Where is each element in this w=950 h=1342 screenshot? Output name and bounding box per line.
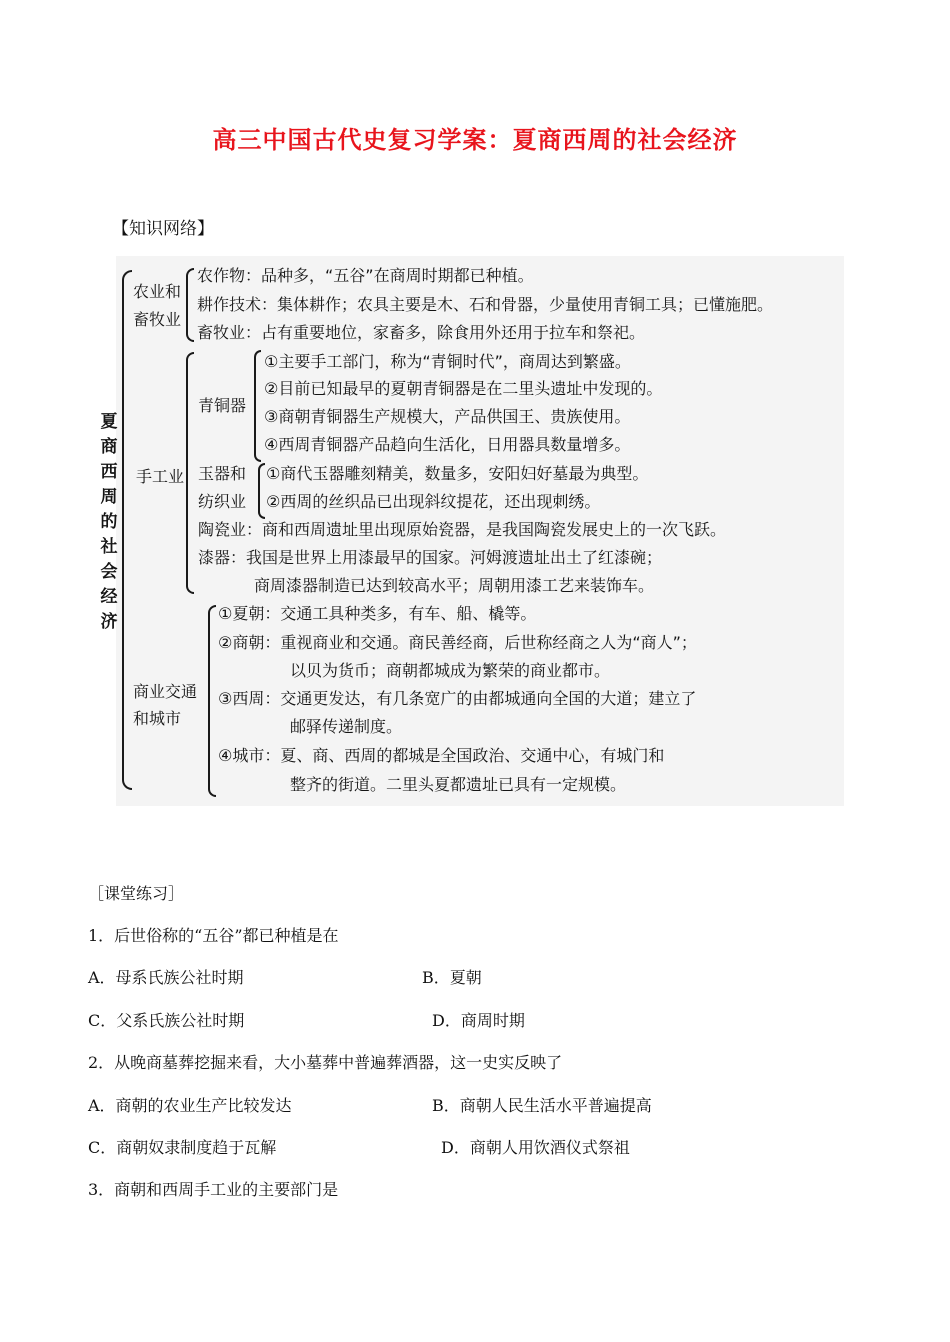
trade-label: 商业交通 xyxy=(133,682,198,701)
pottery-item: 陶瓷业：商和西周遗址里出现原始瓷器，是我国陶瓷发展史上的一次飞跃。 xyxy=(198,520,727,539)
jade-label: 玉器和 xyxy=(198,464,247,483)
question-1: 1．后世俗称的“五谷”都已种植是在 xyxy=(88,926,339,945)
trade-item: 以贝为货币；商朝都城成为繁荣的商业都市。 xyxy=(290,661,611,680)
lacquer-item: 商周漆器制造已达到较高水平；周朝用漆工艺来装饰车。 xyxy=(254,576,655,595)
root-char: 会 xyxy=(100,562,118,582)
q1-option-a: A．母系氏族公社时期 xyxy=(88,968,244,987)
agri-item: 农作物：品种多，“五谷”在商周时期都已种植。 xyxy=(197,266,534,285)
bronze-item: ④西周青铜器产品趋向生活化，日用器具数量增多。 xyxy=(264,435,631,454)
agri-item: 畜牧业：占有重要地位，家畜多，除食用外还用于拉车和祭祀。 xyxy=(197,323,646,342)
question-3: 3．商朝和西周手工业的主要部门是 xyxy=(88,1180,339,1199)
agri-label: 农业和 xyxy=(133,282,182,301)
trade-item: 邮驿传递制度。 xyxy=(290,717,403,736)
q1-option-b: B．夏朝 xyxy=(422,968,482,987)
trade-item: ②商朝：重视商业和交通。商民善经商，后世称经商之人为“商人”； xyxy=(218,633,697,652)
root-char: 的 xyxy=(100,512,118,532)
root-char: 经 xyxy=(100,587,118,607)
agri-item: 耕作技术：集体耕作；农具主要是木、石和骨器，少量使用青铜工具；已懂施肥。 xyxy=(197,295,774,314)
lacquer-item: 漆器：我国是世界上用漆最早的国家。河姆渡遗址出土了红漆碗； xyxy=(198,548,663,567)
root-char: 商 xyxy=(100,437,118,457)
main-bracket xyxy=(122,270,132,790)
q2-option-d: D．商朝人用饮酒仪式祭祖 xyxy=(441,1138,630,1157)
agri-bracket xyxy=(186,268,194,342)
jade-label: 纺织业 xyxy=(198,492,247,511)
root-char: 社 xyxy=(100,537,118,557)
q2-option-c: C．商朝奴隶制度趋于瓦解 xyxy=(88,1138,277,1157)
trade-item: ①夏朝：交通工具种类多，有车、船、橇等。 xyxy=(218,604,537,623)
trade-item: ④城市：夏、商、西周的都城是全国政治、交通中心，有城门和 xyxy=(218,746,665,765)
root-char: 济 xyxy=(100,612,118,632)
bronze-item: ③商朝青铜器生产规模大，产品供国王、贵族使用。 xyxy=(264,407,631,426)
question-2: 2．从晚商墓葬挖掘来看，大小墓葬中普遍葬酒器，这一史实反映了 xyxy=(88,1053,563,1072)
root-char: 西 xyxy=(100,462,118,482)
page-title: 高三中国古代史复习学案：夏商西周的社会经济 xyxy=(212,126,738,154)
trade-label: 和城市 xyxy=(133,709,182,728)
practice-heading: ［课堂练习］ xyxy=(88,884,185,903)
trade-bracket xyxy=(208,605,216,797)
jade-item: ②西周的丝织品已出现斜纹提花，还出现刺绣。 xyxy=(266,492,601,511)
agri-label: 畜牧业 xyxy=(133,310,182,329)
q1-option-c: C．父系氏族公社时期 xyxy=(88,1011,245,1030)
section-knowledge-network: 【知识网络】 xyxy=(112,219,214,239)
root-char: 夏 xyxy=(100,412,118,432)
trade-item: 整齐的街道。二里头夏都遗址已具有一定规模。 xyxy=(290,775,627,794)
craft-label: 手工业 xyxy=(136,467,185,486)
q2-option-a: A．商朝的农业生产比较发达 xyxy=(88,1096,292,1115)
bronze-bracket xyxy=(254,350,261,462)
trade-item: ③西周：交通更发达，有几条宽广的由都城通向全国的大道；建立了 xyxy=(218,689,697,708)
craft-bracket xyxy=(186,352,194,594)
bronze-item: ②目前已知最早的夏朝青铜器是在二里头遗址中发现的。 xyxy=(264,379,663,398)
diagram-root-label xyxy=(98,410,120,635)
q2-option-b: B．商朝人民生活水平普遍提高 xyxy=(432,1096,652,1115)
q1-option-d: D．商周时期 xyxy=(432,1011,525,1030)
jade-bracket xyxy=(258,463,265,519)
root-char: 周 xyxy=(100,487,118,507)
jade-item: ①商代玉器雕刻精美，数量多，安阳妇好墓最为典型。 xyxy=(266,464,649,483)
bronze-label: 青铜器 xyxy=(198,396,247,415)
bronze-item: ①主要手工部门，称为“青铜时代”，商周达到繁盛。 xyxy=(264,352,631,371)
